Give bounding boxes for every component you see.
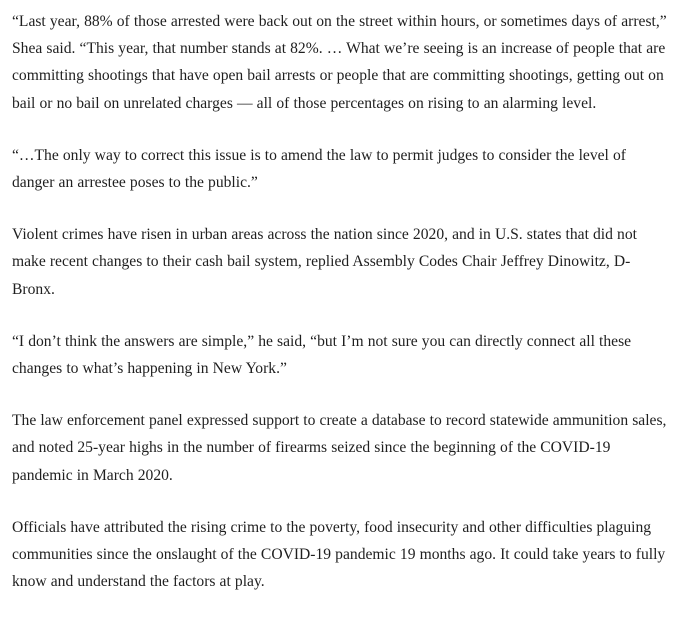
article-paragraph-crime-factors: Officials have attributed the rising crime to the poverty, food insecurity and other difficulties plaguing communities since the onslaught of the COVID-19 pandemic 19 months ago. It could take years to fully know and understand the factors at play. [12, 518, 666, 591]
article-paragraph-shea-quote: “Last year, 88% of those arrested were back out on the street within hours, or sometimes days of arrest,” Shea said. “This year, that number stands at 82%. … What we’re seeing is an increase of people that are committing shootings that have open bail arrests or people that are committing shootings, getting out on bail or no bail on unrelated charges — all of those percentages on rising to an alarming level. [12, 13, 667, 112]
article-paragraph-ammunition-database: The law enforcement panel expressed support to create a database to record statewide ammunition sales, and noted 25-year highs in the number of firearms seized since the beginning of the COVID-19 pandemic in March 2020. [12, 412, 667, 484]
article-paragraph-law-amendment-quote: “…The only way to correct this issue is to amend the law to permit judges to consider the level of danger an arrestee poses to the public.” [12, 146, 626, 192]
article-paragraph-dinowitz-reply: Violent crimes have risen in urban areas across the nation since 2020, and in U.S. states that did not make recent changes to their cash bail system, replied Assembly Codes Chair Jeffrey Dinowitz, D-Bronx. [12, 226, 637, 298]
article-paragraph-dinowitz-quote: “I don’t think the answers are simple,” he said, “but I’m not sure you can directly connect all these changes to what’s happening in New York.” [12, 332, 632, 378]
